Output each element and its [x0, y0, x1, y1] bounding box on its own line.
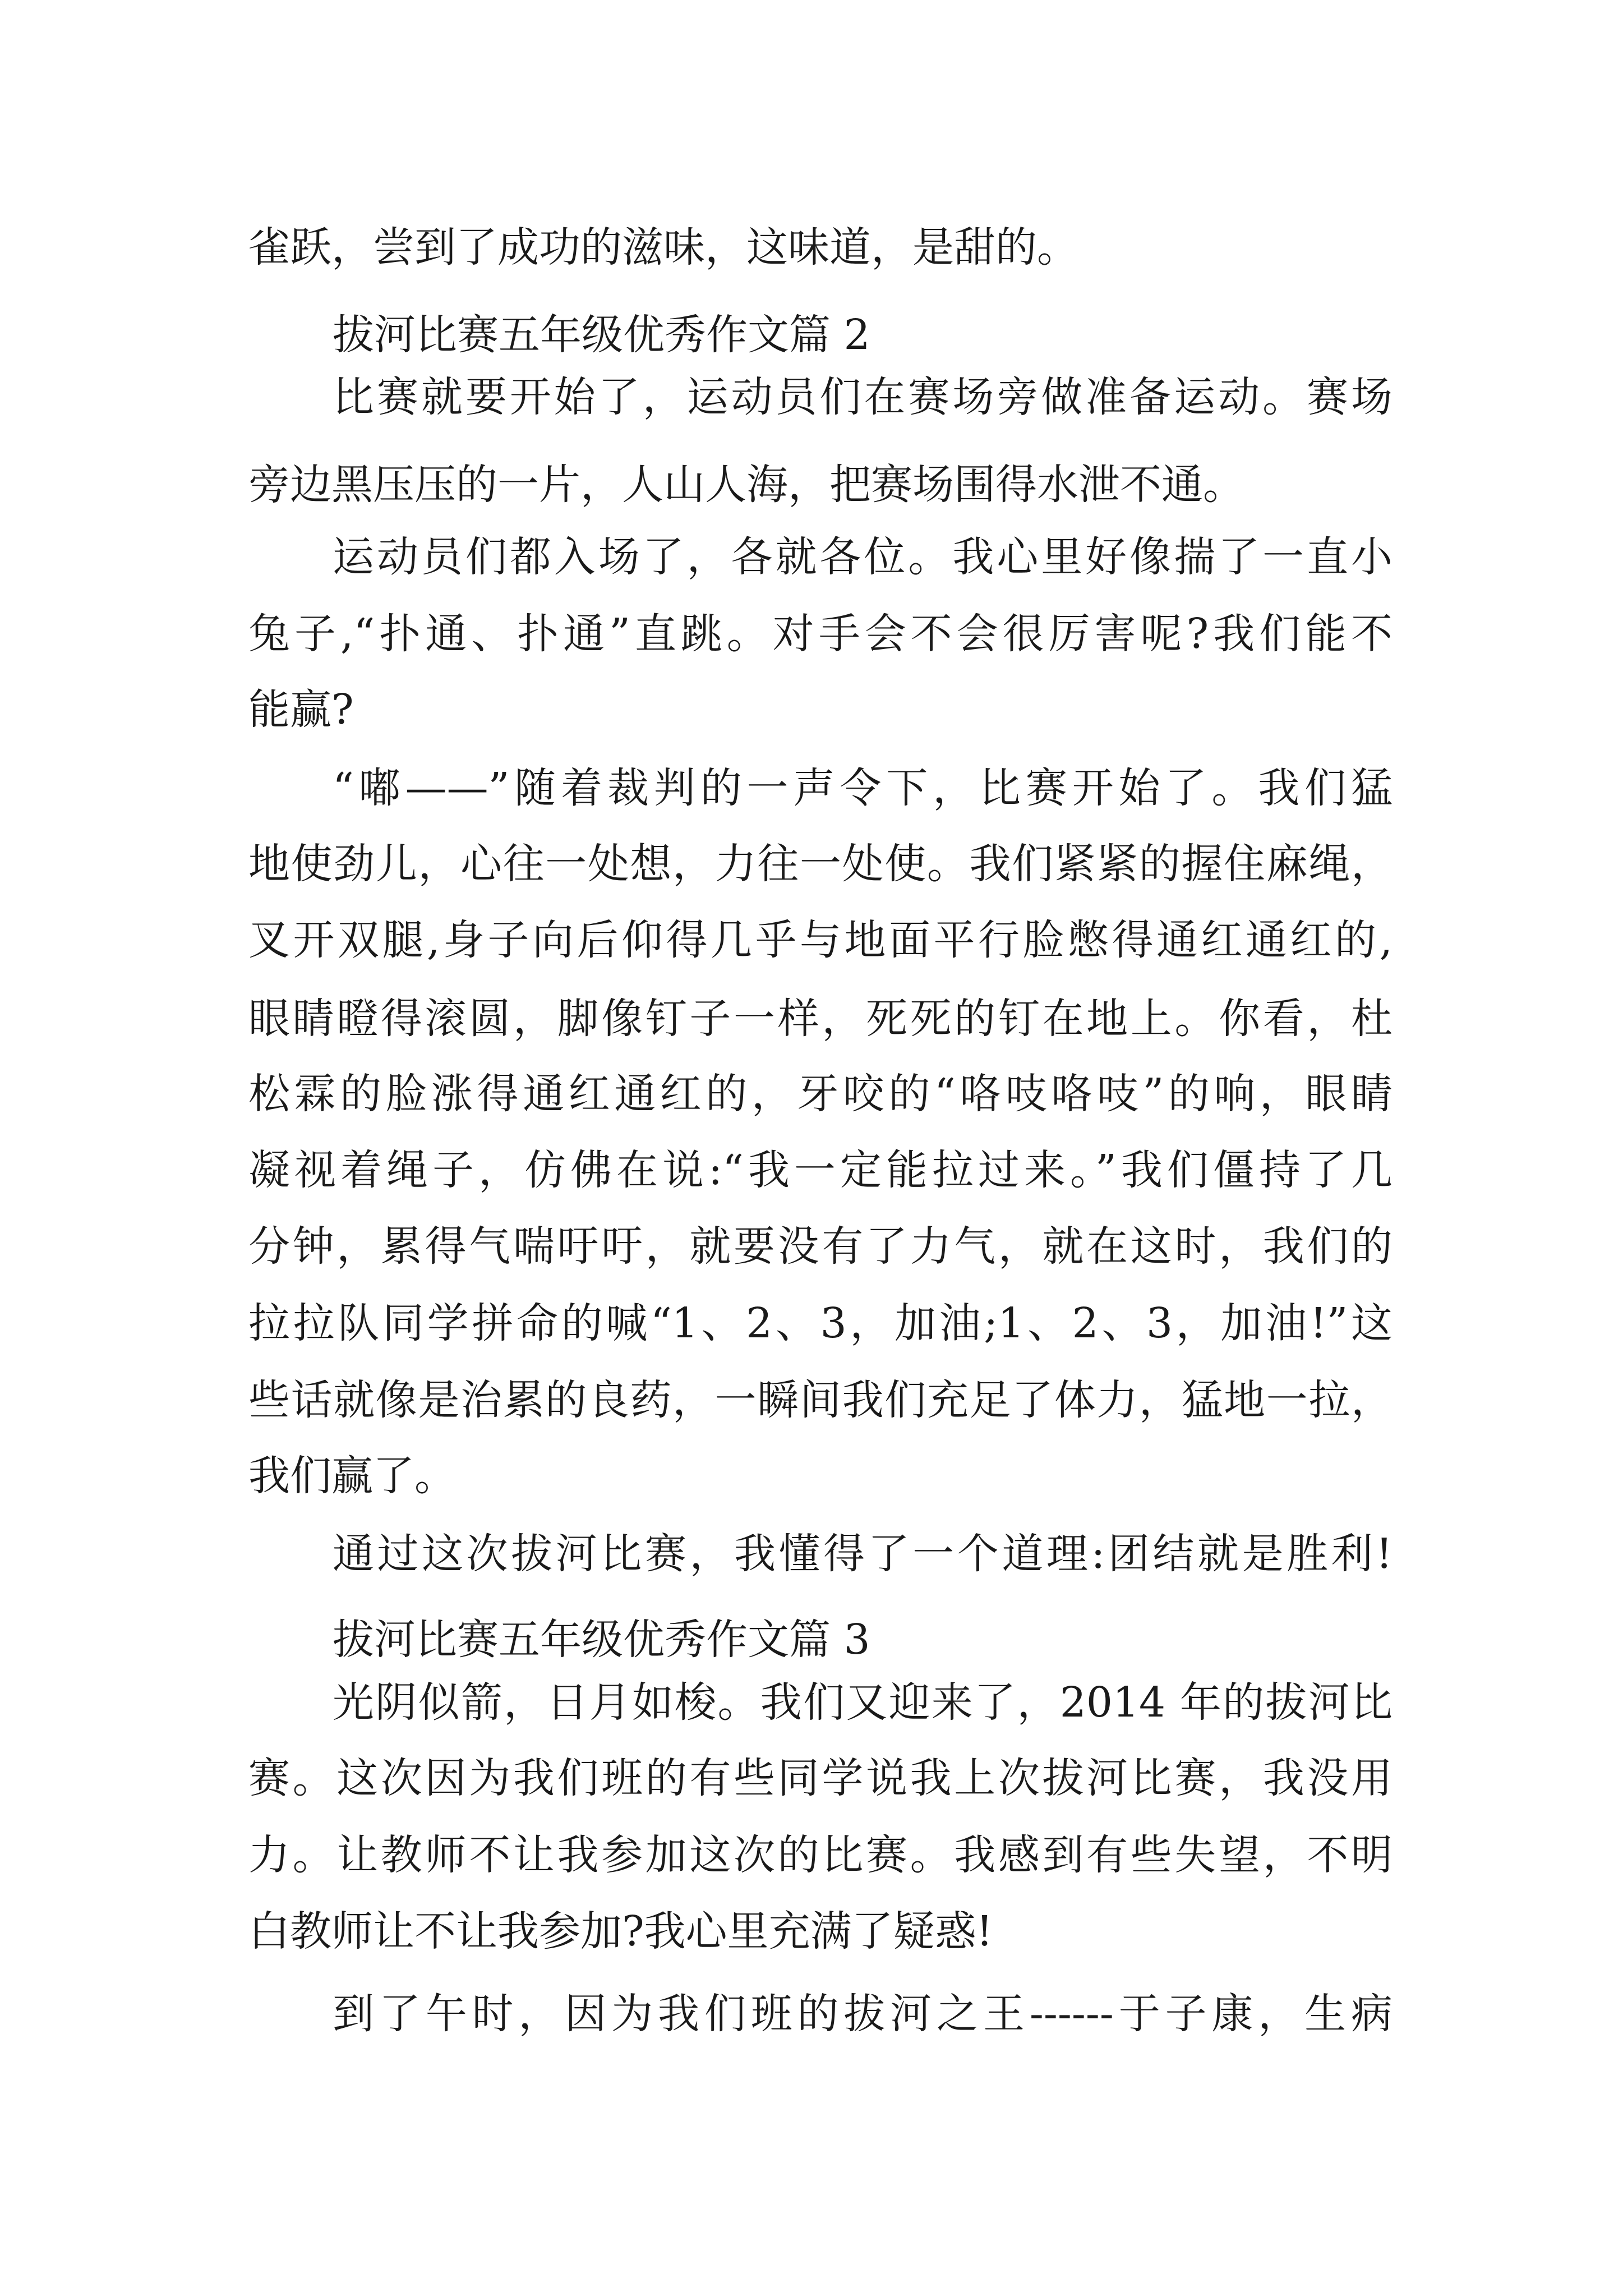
section-heading: 拔河比赛五年级优秀作文篇 2 — [333, 311, 870, 359]
paragraph-line: 地使劲儿，心往一处想，力往一处使。我们紧紧的握住麻绳， — [248, 840, 1393, 888]
paragraph-line: 能赢? — [248, 685, 354, 734]
paragraph-line: 兔子,“扑通、扑通”直跳。对手会不会很厉害呢?我们能不 — [248, 610, 1393, 658]
paragraph-line: 白教师让不让我参加?我心里充满了疑惑! — [248, 1907, 993, 1955]
paragraph-line: 我们赢了。 — [248, 1452, 456, 1500]
paragraph-line: 些话就像是治累的良药，一瞬间我们充足了体力，猛地一拉， — [248, 1376, 1393, 1424]
paragraph-line: 叉开双腿,身子向后仰得几乎与地面平行脸憋得通红通红的, — [248, 916, 1393, 964]
paragraph-line: 分钟，累得气喘吁吁，就要没有了力气，就在这时，我们的 — [248, 1222, 1393, 1271]
paragraph-line: “嘟——”随着裁判的一声令下，比赛开始了。我们猛 — [333, 764, 1393, 812]
paragraph-line: 力。让教师不让我参加这次的比赛。我感到有些失望，不明 — [248, 1831, 1393, 1879]
paragraph-line: 光阴似箭，日月如梭。我们又迎来了，2014 年的拔河比 — [333, 1678, 1393, 1727]
paragraph-line: 赛。这次因为我们班的有些同学说我上次拔河比赛，我没用 — [248, 1754, 1393, 1802]
paragraph-line: 比赛就要开始了，运动员们在赛场旁做准备运动。赛场 — [333, 373, 1393, 421]
paragraph-line: 拉拉队同学拼命的喊“1、2、3，加油;1、2、3，加油!”这 — [248, 1299, 1393, 1347]
paragraph-line: 雀跃，尝到了成功的滋味，这味道，是甜的。 — [248, 223, 1078, 272]
paragraph-line: 通过这次拔河比赛，我懂得了一个道理:团结就是胜利! — [333, 1530, 1393, 1578]
paragraph-line: 运动员们都入场了，各就各位。我心里好像揣了一直小 — [333, 533, 1393, 581]
paragraph-line: 旁边黑压压的一片，人山人海，把赛场围得水泄不通。 — [248, 461, 1244, 509]
section-heading: 拔河比赛五年级优秀作文篇 3 — [333, 1616, 870, 1664]
paragraph-line: 眼睛瞪得滚圆，脚像钉子一样，死死的钉在地上。你看，杜 — [248, 995, 1393, 1043]
paragraph-line: 松霖的脸涨得通红通红的，牙咬的“咯吱咯吱”的响，眼睛 — [248, 1070, 1393, 1118]
paragraph-line: 到了午时，因为我们班的拔河之王------于子康，生病 — [333, 1990, 1393, 2038]
paragraph-line: 凝视着绳子，仿佛在说:“我一定能拉过来。”我们僵持了几 — [248, 1146, 1393, 1194]
